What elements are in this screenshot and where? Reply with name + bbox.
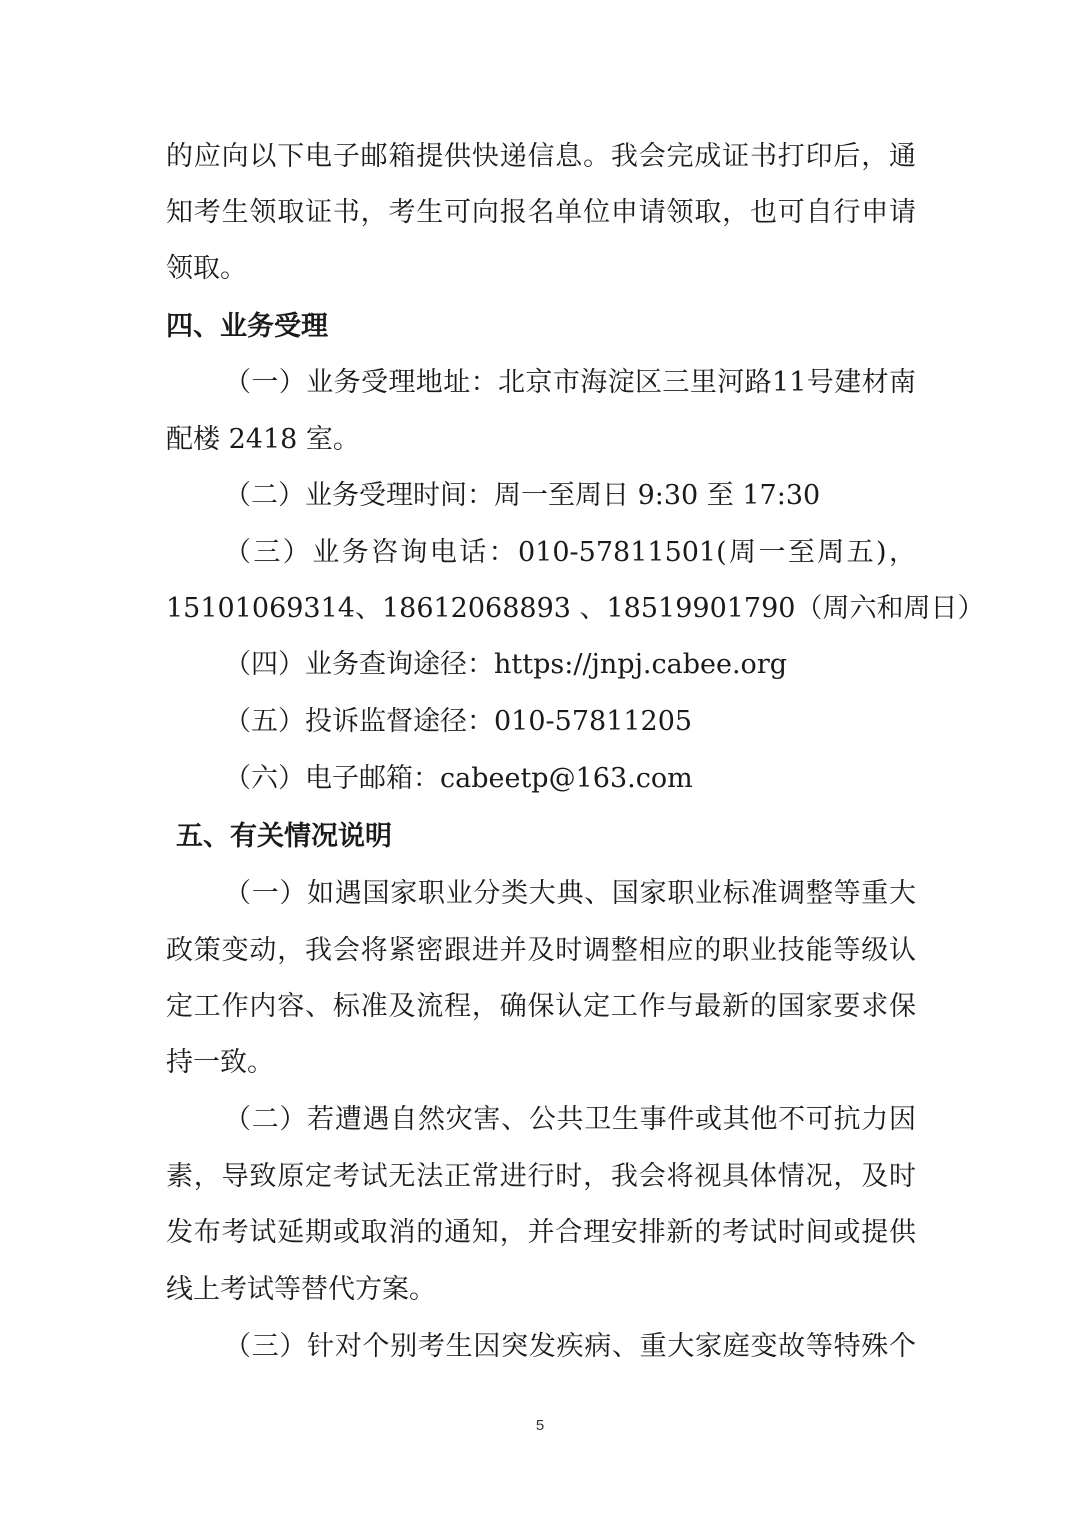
- paragraph-line: （五）投诉监督途径：010-57811205: [224, 706, 693, 737]
- section-heading-4: 四、业务受理: [166, 311, 328, 342]
- paragraph-line: 15101069314、18612068893 、18519901790（周六和周日）: [166, 593, 985, 624]
- paragraph-line: （一）如遇国家职业分类大典、国家职业标准调整等重大: [224, 878, 916, 909]
- paragraph-line: （二）若遭遇自然灾害、公共卫生事件或其他不可抗力因: [224, 1104, 916, 1135]
- paragraph-line: 线上考试等替代方案。: [166, 1274, 436, 1305]
- paragraph-line: 的应向以下电子邮箱提供快递信息。我会完成证书打印后，通: [166, 141, 916, 172]
- section-heading-5: 五、有关情况说明: [176, 821, 392, 852]
- paragraph-line: （一）业务受理地址：北京市海淀区三里河路11号建材南: [224, 367, 916, 398]
- paragraph-line: 素，导致原定考试无法正常进行时，我会将视具体情况，及时: [166, 1161, 916, 1192]
- paragraph-line: （六）电子邮箱：cabeetp@163.com: [224, 763, 693, 794]
- paragraph-line: （二）业务受理时间：周一至周日 9:30 至 17:30: [224, 480, 821, 511]
- paragraph-line: 发布考试延期或取消的通知，并合理安排新的考试时间或提供: [166, 1217, 916, 1248]
- paragraph-line: （三）业务咨询电话：010-57811501(周一至周五)，: [224, 537, 916, 568]
- paragraph-line: （三）针对个别考生因突发疾病、重大家庭变故等特殊个: [224, 1331, 916, 1362]
- paragraph-line: 配楼 2418 室。: [166, 424, 360, 455]
- paragraph-line: 定工作内容、标准及流程，确保认定工作与最新的国家要求保: [166, 991, 916, 1022]
- paragraph-line: 政策变动，我会将紧密跟进并及时调整相应的职业技能等级认: [166, 935, 916, 966]
- paragraph-line: 知考生领取证书，考生可向报名单位申请领取，也可自行申请: [166, 197, 916, 228]
- page-number: 5: [535, 1417, 545, 1434]
- paragraph-line: （四）业务查询途径：https://jnpj.cabee.org: [224, 649, 788, 680]
- paragraph-line: 领取。: [166, 253, 247, 284]
- paragraph-line: 持一致。: [166, 1047, 274, 1078]
